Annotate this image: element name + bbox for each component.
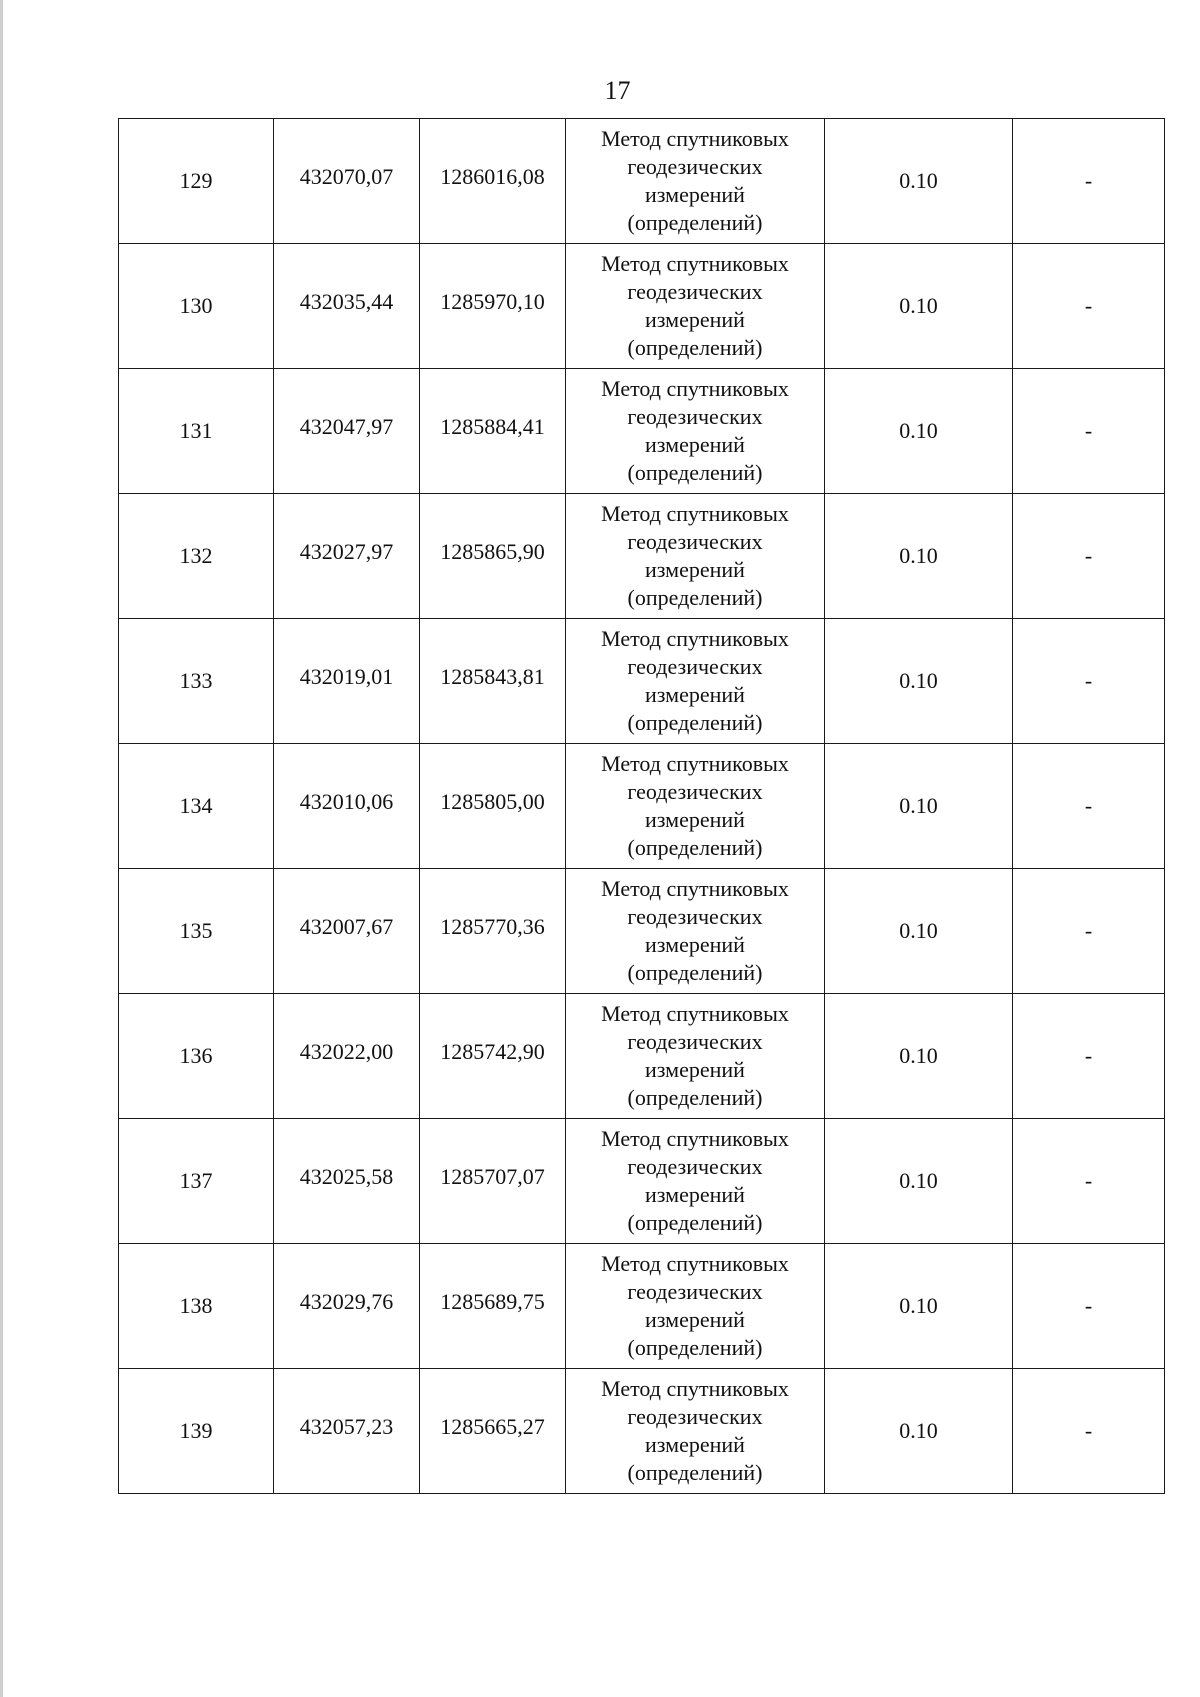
method-text: Метод спутниковых геодезических измерений (определений): [601, 876, 789, 985]
method-cell: [566, 1119, 825, 1244]
note-text: -: [1084, 1293, 1093, 1318]
accuracy-text: 0.10: [899, 1043, 938, 1068]
point-number-cell: [119, 494, 274, 619]
point-number-cell: [119, 994, 274, 1119]
accuracy-text: 0.10: [899, 418, 938, 443]
y-coordinate-cell: [420, 1119, 566, 1244]
x-coordinate-cell: [274, 1244, 420, 1369]
note-text: -: [1084, 1418, 1093, 1443]
note-cell: [1013, 244, 1165, 369]
coordinates-table-body: [119, 119, 1165, 1494]
accuracy-text: 0.10: [899, 918, 938, 943]
accuracy-text: 0.10: [899, 1418, 938, 1443]
x-coordinate-text: 432010,06: [299, 789, 394, 814]
point-number-text: 133: [179, 668, 213, 693]
note-text: -: [1084, 543, 1093, 568]
accuracy-cell: [825, 1369, 1013, 1494]
accuracy-cell: [825, 994, 1013, 1119]
accuracy-text: 0.10: [899, 293, 938, 318]
accuracy-text: 0.10: [899, 668, 938, 693]
point-number-cell: [119, 1119, 274, 1244]
note-cell: [1013, 1369, 1165, 1494]
note-text: -: [1084, 168, 1093, 193]
point-number-text: 129: [179, 168, 213, 193]
x-coordinate-cell: [274, 494, 420, 619]
y-coordinate-text: 1285689,75: [440, 1289, 545, 1314]
method-text: Метод спутниковых геодезических измерений (определений): [601, 1251, 789, 1360]
point-number-cell: [119, 119, 274, 244]
y-coordinate-cell: [420, 1369, 566, 1494]
accuracy-text: 0.10: [899, 543, 938, 568]
note-text: -: [1084, 793, 1093, 818]
table-row: [119, 1244, 1165, 1369]
note-text: -: [1084, 918, 1093, 943]
method-text: Метод спутниковых геодезических измерений (определений): [601, 501, 789, 610]
method-text: Метод спутниковых геодезических измерений (определений): [601, 1376, 789, 1485]
coordinates-table-container: [118, 118, 1158, 1494]
accuracy-cell: [825, 119, 1013, 244]
x-coordinate-cell: [274, 869, 420, 994]
table-row: [119, 744, 1165, 869]
y-coordinate-cell: [420, 494, 566, 619]
accuracy-cell: [825, 244, 1013, 369]
y-coordinate-cell: [420, 869, 566, 994]
method-text: Метод спутниковых геодезических измерений (определений): [601, 376, 789, 485]
y-coordinate-cell: [420, 619, 566, 744]
method-cell: [566, 619, 825, 744]
x-coordinate-text: 432022,00: [299, 1039, 394, 1064]
table-row: [119, 369, 1165, 494]
point-number-text: 134: [179, 793, 213, 818]
point-number-cell: [119, 869, 274, 994]
note-text: -: [1084, 1043, 1093, 1068]
accuracy-cell: [825, 744, 1013, 869]
accuracy-cell: [825, 369, 1013, 494]
note-text: -: [1084, 418, 1093, 443]
accuracy-text: 0.10: [899, 168, 938, 193]
accuracy-text: 0.10: [899, 793, 938, 818]
method-cell: [566, 869, 825, 994]
x-coordinate-cell: [274, 244, 420, 369]
accuracy-cell: [825, 869, 1013, 994]
x-coordinate-cell: [274, 119, 420, 244]
note-cell: [1013, 1119, 1165, 1244]
y-coordinate-text: 1285707,07: [440, 1164, 545, 1189]
point-number-text: 130: [179, 293, 213, 318]
table-row: [119, 869, 1165, 994]
table-row: [119, 494, 1165, 619]
note-text: -: [1084, 293, 1093, 318]
method-text: Метод спутниковых геодезических измерений (определений): [601, 126, 789, 235]
method-cell: [566, 1369, 825, 1494]
x-coordinate-text: 432070,07: [299, 164, 394, 189]
note-text: -: [1084, 668, 1093, 693]
note-text: -: [1084, 1168, 1093, 1193]
accuracy-text: 0.10: [899, 1168, 938, 1193]
y-coordinate-text: 1285805,00: [440, 789, 545, 814]
point-number-text: 139: [179, 1418, 213, 1443]
point-number-cell: [119, 744, 274, 869]
coordinates-table: [118, 118, 1165, 1494]
method-cell: [566, 994, 825, 1119]
page-number: 17: [604, 76, 631, 105]
table-row: [119, 994, 1165, 1119]
accuracy-cell: [825, 1119, 1013, 1244]
method-text: Метод спутниковых геодезических измерений (определений): [601, 626, 789, 735]
x-coordinate-text: 432035,44: [299, 289, 394, 314]
y-coordinate-text: 1285742,90: [440, 1039, 545, 1064]
note-cell: [1013, 1244, 1165, 1369]
accuracy-cell: [825, 494, 1013, 619]
table-row: [119, 119, 1165, 244]
note-cell: [1013, 994, 1165, 1119]
method-text: Метод спутниковых геодезических измерений (определений): [601, 1126, 789, 1235]
method-cell: [566, 494, 825, 619]
method-cell: [566, 369, 825, 494]
table-row: [119, 1119, 1165, 1244]
x-coordinate-text: 432025,58: [299, 1164, 394, 1189]
point-number-cell: [119, 244, 274, 369]
method-cell: [566, 244, 825, 369]
note-cell: [1013, 119, 1165, 244]
point-number-text: 131: [179, 418, 213, 443]
point-number-cell: [119, 1244, 274, 1369]
method-text: Метод спутниковых геодезических измерений (определений): [601, 251, 789, 360]
accuracy-cell: [825, 619, 1013, 744]
table-row: [119, 619, 1165, 744]
y-coordinate-cell: [420, 994, 566, 1119]
accuracy-text: 0.10: [899, 1293, 938, 1318]
x-coordinate-cell: [274, 1119, 420, 1244]
y-coordinate-text: 1285865,90: [440, 539, 545, 564]
table-row: [119, 244, 1165, 369]
y-coordinate-cell: [420, 369, 566, 494]
point-number-text: 136: [179, 1043, 213, 1068]
note-cell: [1013, 494, 1165, 619]
y-coordinate-cell: [420, 744, 566, 869]
x-coordinate-text: 432029,76: [299, 1289, 394, 1314]
x-coordinate-cell: [274, 744, 420, 869]
y-coordinate-text: 1285843,81: [440, 664, 545, 689]
point-number-text: 135: [179, 918, 213, 943]
y-coordinate-text: 1285665,27: [440, 1414, 545, 1439]
note-cell: [1013, 869, 1165, 994]
x-coordinate-text: 432047,97: [299, 414, 394, 439]
y-coordinate-cell: [420, 244, 566, 369]
point-number-cell: [119, 619, 274, 744]
y-coordinate-text: 1286016,08: [440, 164, 545, 189]
point-number-text: 137: [179, 1168, 213, 1193]
x-coordinate-text: 432007,67: [299, 914, 394, 939]
accuracy-cell: [825, 1244, 1013, 1369]
method-text: Метод спутниковых геодезических измерений (определений): [601, 751, 789, 860]
method-cell: [566, 119, 825, 244]
point-number-text: 138: [179, 1293, 213, 1318]
point-number-text: 132: [179, 543, 213, 568]
x-coordinate-cell: [274, 369, 420, 494]
x-coordinate-text: 432027,97: [299, 539, 394, 564]
method-cell: [566, 744, 825, 869]
y-coordinate-cell: [420, 119, 566, 244]
y-coordinate-text: 1285884,41: [440, 414, 545, 439]
note-cell: [1013, 744, 1165, 869]
table-row: [119, 1369, 1165, 1494]
note-cell: [1013, 369, 1165, 494]
y-coordinate-cell: [420, 1244, 566, 1369]
scan-left-edge: [0, 0, 3, 1697]
y-coordinate-text: 1285970,10: [440, 289, 545, 314]
point-number-cell: [119, 369, 274, 494]
x-coordinate-text: 432019,01: [299, 664, 394, 689]
method-text: Метод спутниковых геодезических измерений (определений): [601, 1001, 789, 1110]
point-number-cell: [119, 1369, 274, 1494]
x-coordinate-text: 432057,23: [299, 1414, 394, 1439]
x-coordinate-cell: [274, 619, 420, 744]
x-coordinate-cell: [274, 1369, 420, 1494]
method-cell: [566, 1244, 825, 1369]
x-coordinate-cell: [274, 994, 420, 1119]
note-cell: [1013, 619, 1165, 744]
y-coordinate-text: 1285770,36: [440, 914, 545, 939]
